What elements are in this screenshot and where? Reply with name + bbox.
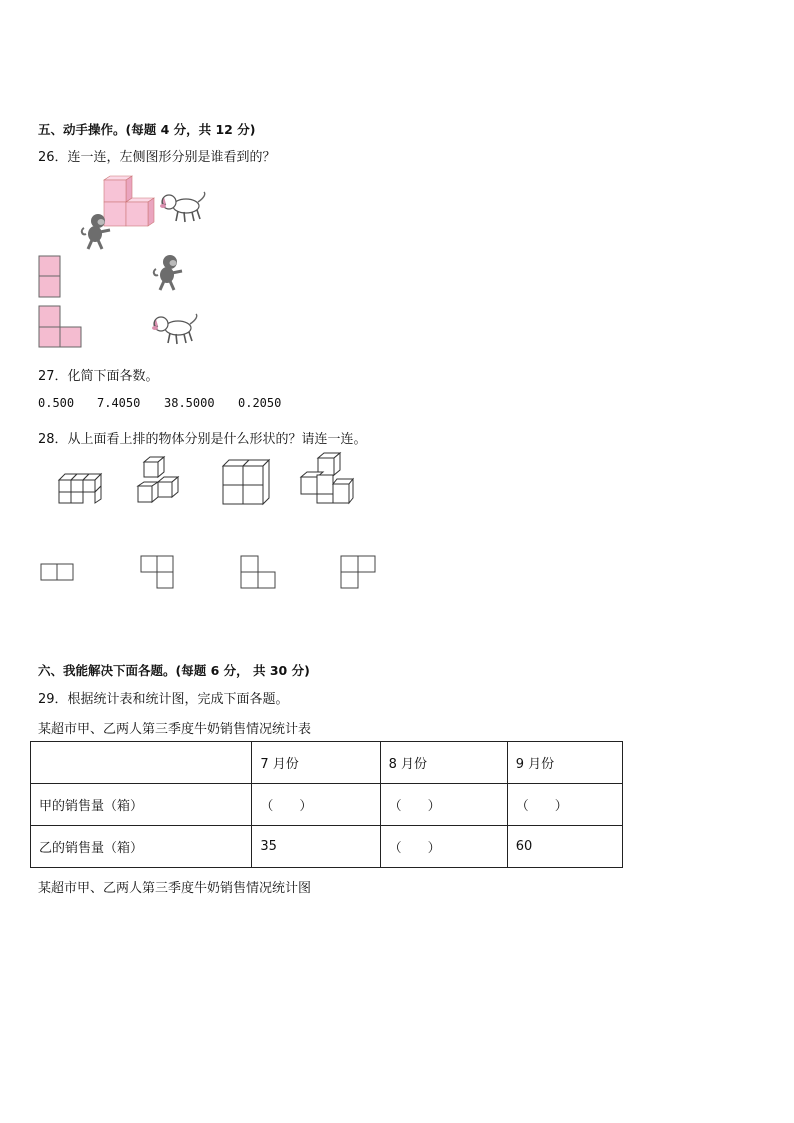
section-6-title: 六、我能解决下面各题。(每题 6 分， 共 30 分) [38,663,310,678]
answer-blank[interactable]: （ ） [252,784,380,826]
table-header-row [31,742,623,784]
table-header-cell: 7 月份 [252,742,380,784]
table-cell: 60 [507,826,622,868]
number-item: 0.500 [38,396,75,410]
view-shape-l [38,305,84,349]
table-cell: 35 [252,826,380,868]
chart-caption: 某超市甲、乙两人第三季度牛奶销售情况统计图 [38,881,312,896]
monkey-icon [152,253,186,293]
number-item: 0.2050 [238,396,282,410]
number-item: 7.4050 [97,396,141,410]
table-cell: 乙的销售量（箱） [31,826,252,868]
cube-object-1 [56,466,106,504]
dog-icon [150,312,200,346]
answer-blank[interactable]: （ ） [507,784,622,826]
section-5-title: 五、动手操作。(每题 4 分，共 12 分) [38,122,256,137]
top-view-shape-1 [40,563,76,583]
table-caption: 某超市甲、乙两人第三季度牛奶销售情况统计表 [38,722,312,737]
table-row [31,784,623,826]
sales-table [30,741,623,868]
question-27: 27．化简下面各数。 [38,369,159,384]
cube-object-3 [220,458,270,506]
table-header-cell: 8 月份 [380,742,507,784]
table-cell: 甲的销售量（箱） [31,784,252,826]
answer-blank[interactable]: （ ） [380,784,507,826]
top-view-shape-4 [340,555,380,591]
monkey-icon [80,212,114,252]
top-view-shape-2 [140,555,176,591]
question-29: 29．根据统计表和统计图，完成下面各题。 [38,692,289,707]
table-header-cell: 9 月份 [507,742,622,784]
dog-icon [158,190,208,224]
table-row [31,826,623,868]
cube-object-2 [134,456,188,506]
question-28: 28．从上面看上排的物体分别是什么形状的？请连一连。 [38,432,367,447]
top-view-shape-3 [240,555,278,591]
table-header-cell [31,742,252,784]
answer-blank[interactable]: （ ） [380,826,507,868]
question-26: 26．连一连，左侧图形分别是谁看到的？ [38,150,276,165]
number-item: 38.5000 [164,396,215,410]
view-shape-two-stack [38,255,62,299]
cube-object-4 [298,452,354,506]
